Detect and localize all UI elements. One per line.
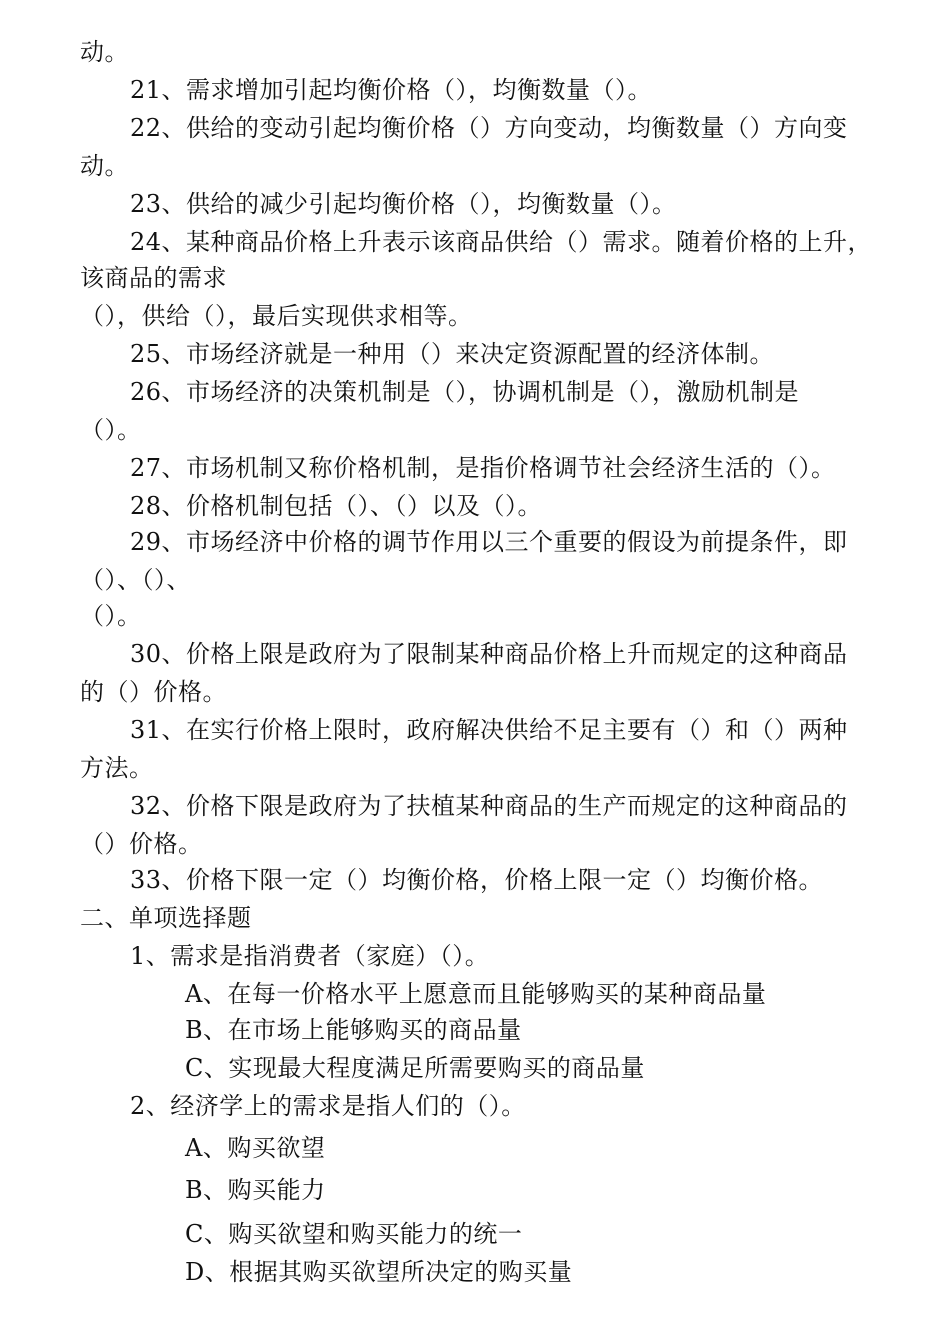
question-27: 27、市场机制又称价格机制，是指价格调节社会经济生活的（）。 — [130, 454, 836, 482]
section-heading: 二、单项选择题 — [80, 904, 252, 932]
question-28: 28、价格机制包括（）、（）以及（）。 — [130, 492, 543, 520]
question-31: 31、在实行价格上限时，政府解决供给不足主要有（）和（）两种 — [130, 716, 848, 744]
question-29-cont-2: （）。 — [80, 602, 142, 630]
mc-q2-option-b: B、购买能力 — [185, 1176, 326, 1204]
question-31-cont: 方法。 — [80, 754, 154, 782]
mc-q2-option-c: C、购买欲望和购买能力的统一 — [185, 1220, 523, 1248]
mc-q2-option-d: D、根据其购买欲望所决定的购买量 — [185, 1258, 573, 1286]
text-line-continuation: 动。 — [80, 38, 129, 66]
question-21: 21、需求增加引起均衡价格（），均衡数量（）。 — [130, 76, 653, 104]
mc-q1-option-b: B、在市场上能够购买的商品量 — [185, 1016, 522, 1044]
mc-q1-option-c: C、实现最大程度满足所需要购买的商品量 — [185, 1054, 645, 1082]
mc-question-2: 2、经济学上的需求是指人们的（）。 — [130, 1092, 526, 1120]
question-33: 33、价格下限一定（）均衡价格，价格上限一定（）均衡价格。 — [130, 866, 824, 894]
question-29: 29、市场经济中价格的调节作用以三个重要的假设为前提条件，即 — [130, 528, 848, 556]
question-29-cont-1: （）、（）、 — [80, 566, 191, 594]
question-30-cont: 的（）价格。 — [80, 678, 227, 706]
mc-question-1: 1、需求是指消费者（家庭）（）。 — [130, 942, 490, 970]
question-26-cont: （）。 — [80, 416, 142, 444]
question-23: 23、供给的减少引起均衡价格（），均衡数量（）。 — [130, 190, 677, 218]
question-30: 30、价格上限是政府为了限制某种商品价格上升而规定的这种商品 — [130, 640, 848, 668]
question-22: 22、供给的变动引起均衡价格（）方向变动，均衡数量（）方向变 — [130, 114, 848, 142]
question-25: 25、市场经济就是一种用（）来决定资源配置的经济体制。 — [130, 340, 775, 368]
question-22-cont: 动。 — [80, 152, 129, 180]
question-32-cont: （）价格。 — [80, 830, 203, 858]
question-26: 26、市场经济的决策机制是（），协调机制是（），激励机制是 — [130, 378, 800, 406]
question-24-cont-2: （），供给（），最后实现供求相等。 — [80, 302, 473, 330]
mc-q1-option-a: A、在每一价格水平上愿意而且能够购买的某种商品量 — [185, 980, 767, 1008]
mc-q2-option-a: A、购买欲望 — [185, 1134, 326, 1162]
question-24-cont-1: 该商品的需求 — [80, 264, 227, 292]
question-24: 24、某种商品价格上升表示该商品供给（）需求。随着价格的上升， — [130, 228, 873, 256]
question-32: 32、价格下限是政府为了扶植某种商品的生产而规定的这种商品的 — [130, 792, 848, 820]
